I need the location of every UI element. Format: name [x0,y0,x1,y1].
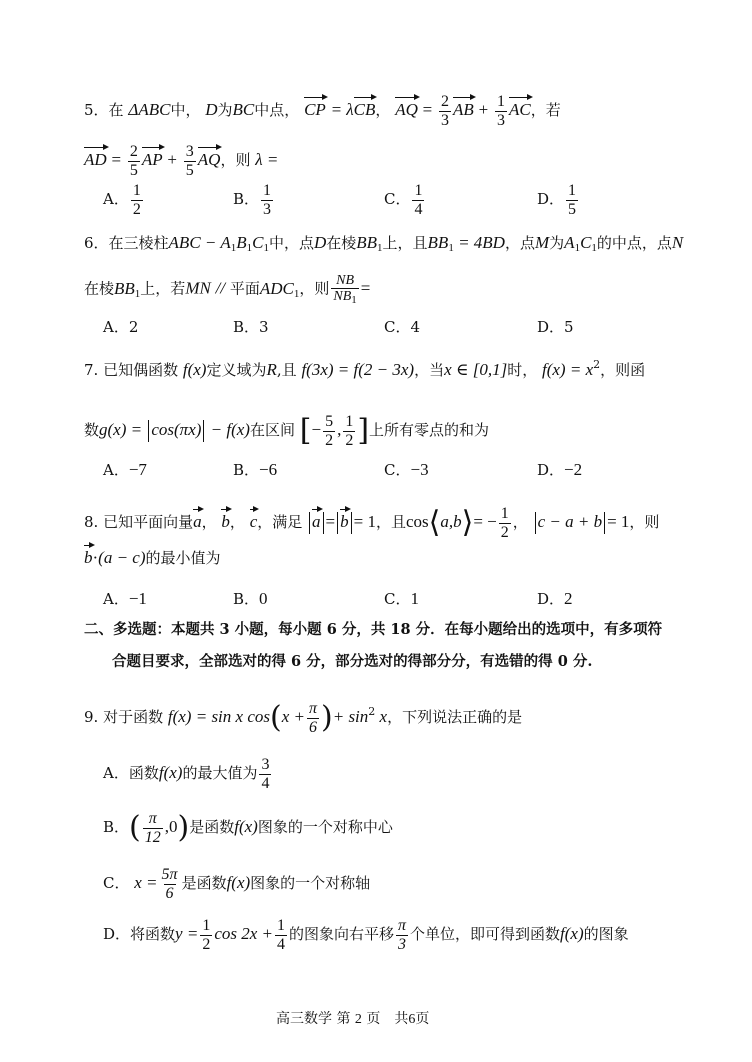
q6-parallel: // [215,278,226,298]
q8-equals-minus: = − [473,512,497,532]
q6-option-b[interactable] [233,320,269,335]
q6-text: 平面 [229,279,260,298]
q5-option-c[interactable] [384,182,426,218]
question-8-line-2 [84,549,221,566]
abs-bar [604,512,605,534]
q9-text: ，下列说法正确的是 [387,708,523,727]
q6-ratio [331,273,358,306]
q7-text: 时， [507,361,538,379]
footer-text: 高三数学 第 [276,1011,351,1027]
q8-text: 的最小值为 [145,549,221,567]
subscript: 1 [230,242,237,254]
q5-vector-ab: AB [453,100,474,120]
left-paren: ( [269,700,282,736]
q6-prism-c: C [252,233,264,252]
numerator: 5π [161,866,178,883]
abs-bar [323,512,324,534]
q9-text: 是函数 [181,874,227,893]
q7-text: ，则函 [600,361,646,379]
q9-pi-12 [143,810,163,846]
q6-option-c[interactable] [384,320,420,335]
denominator: 3 [496,111,505,129]
option-value: −2 [564,460,583,479]
footer-total-pages: 6 [408,1012,416,1027]
q6-point-m: M [534,233,550,252]
q6-text: 在棱 [326,234,357,252]
abs-bar [351,512,352,534]
abs-bar [337,512,338,534]
q9-cos-2x: cos 2x + [214,924,273,944]
denominator: 3 [398,935,407,953]
q7-cos: cos(πx) [151,420,202,440]
q5-option-b[interactable] [233,182,275,218]
question-5-line-2 [84,143,278,179]
option-label: D． [537,590,565,608]
option-value: −1 [128,589,147,608]
q9-y-equals: y = [175,924,199,944]
q8-vector-b: b [221,512,230,532]
question-5-line-1 [84,93,561,129]
footer-page-number: 2 [354,1012,362,1027]
q7-minus: − [311,420,322,440]
q9-text: A．函数 [103,764,159,783]
numerator: 3 [261,756,270,773]
q9-fx: f(x) [560,924,584,944]
q7-r: R [266,360,277,379]
option-value: −6 [259,460,278,479]
q8-comma: ， [229,513,245,532]
question-8-line-1 [84,505,659,541]
denominator: 5 [129,161,138,179]
q8-text: ，满足 [257,513,303,532]
option-value: −7 [128,460,147,479]
q6-adc: ADC [259,278,294,298]
option-value: 2 [564,589,573,608]
q6-text: 中，点 [268,234,314,252]
q7-text: 上所有零点的和为 [369,421,490,440]
q5-text: 中点， [254,101,300,120]
q5-equals: = [422,100,433,120]
q8-vector-pair: a,b [440,512,462,532]
q5-fraction-1-3 [495,93,507,129]
q9-text: 个单位，即可得到函数 [410,925,561,944]
q6-edge-bb1 [356,233,382,252]
right-angle: ⟩ [461,505,474,541]
q8-expression: c − a + b [537,512,603,532]
q5-vector-ac: AC [508,100,531,120]
q7-fx: f(x) [182,360,207,379]
q6-prism-a: ABC − A [168,233,231,252]
denominator: 6 [165,884,174,902]
q6-bb: BB [114,278,135,298]
q6-bb: BB [427,233,449,252]
subscript: 1 [293,287,300,300]
q9-fraction-3-4 [259,756,271,792]
denominator: 4 [261,774,270,792]
denominator: 2 [325,431,334,449]
q8-option-d[interactable] [537,590,573,607]
q8-vector-a: a [193,512,202,532]
numerator: 3 [185,143,194,160]
q9-fx: f(x) [234,817,258,837]
denominator: 2 [500,523,509,541]
option-label: A． [103,461,129,479]
denominator: 4 [277,935,285,953]
q7-g: g(x) = [99,420,147,440]
q6-option-a[interactable] [103,320,138,335]
denominator-text: NB [333,289,352,305]
q6-prism [169,233,269,252]
subscript: 1 [377,242,383,254]
q5-vector-aq: AQ [395,100,418,120]
option-text: B．3 [233,318,269,336]
q5-vector-ad: AD [84,150,107,170]
q7-option-d[interactable] [537,461,582,478]
q5-vector-ap: AP [141,150,163,170]
right-paren: ) [177,810,190,846]
q5-fraction-2-5 [128,143,140,179]
subscript: 1 [134,287,141,300]
q7-option-b[interactable] [233,461,277,478]
option-label: B． [233,590,260,608]
numerator: 1 [132,182,141,199]
q8-fraction-1-2 [499,505,511,541]
q6-bb: BB [356,233,378,252]
question-6-line-1 [84,234,683,254]
q5-fraction-3-5 [184,143,196,179]
q6-text: 在棱 [84,279,115,298]
q7-minus-f: − f(x) [206,420,250,440]
section-2-heading-line-1: 二、多选题：本题共 3 小题，每小题 6 分，共 18 分．在每小题给出的选项中，有多项符 [84,621,663,638]
denominator: 2 [132,200,141,218]
numerator: 1 [500,505,509,522]
question-7-line-2 [84,413,489,449]
option-label: A． [103,190,129,209]
q5-plus: + [167,150,177,170]
numerator: 1 [414,182,423,199]
q6-option-d[interactable] [537,320,574,335]
q7-text: ，当 [414,361,445,379]
q7-text: 在区间 [249,421,295,440]
subscript: 1 [351,294,357,307]
q8-vector-b: b [84,548,93,567]
denominator: 5 [568,200,577,218]
q8-vector-c: c [249,512,258,532]
denominator: 3 [441,111,450,129]
q5-equals: = [111,150,122,170]
q9-text: 是函数 [189,818,235,837]
q8-vector-a: a [312,512,321,532]
q8-equals-one: = 1 [607,512,630,532]
q6-condition [428,233,505,252]
q6-c: C [580,233,592,252]
superscript: 2 [368,705,376,719]
question-6-line-2 [84,273,370,306]
q9-text: 的图象 [583,925,629,944]
denominator: 2 [202,935,211,953]
q7-fraction-5-2 [323,413,335,449]
q7-symmetry: f(3x) = f(2 − 3x) [301,360,415,379]
abs-bar [535,512,536,534]
q6-point-n: N [671,233,684,252]
q8-option-c[interactable] [384,590,419,607]
numerator: 1 [263,182,272,199]
q9-plus-sin: + sin [332,707,369,727]
q9-text: 图象的一个对称轴 [250,874,371,893]
abs-bar [148,420,149,442]
right-bracket: ] [357,413,370,449]
q6-line-mn: MN [185,278,211,298]
subscript: 1 [574,242,581,254]
q8-text: 8. 已知平面向量 [84,513,194,532]
numerator: π [148,810,157,827]
q5-plus: + [478,100,489,120]
q9-option-d[interactable] [103,917,629,953]
q9-comma-zero: ,0 [164,817,178,837]
q9-pi-3 [396,917,408,953]
footer-text: 页 [415,1011,430,1027]
numerator: 5 [325,413,334,430]
q5-vector-aq: AQ [197,150,221,170]
q7-text: ,且 [276,361,297,379]
q5-text: 为 [217,101,233,120]
denominator: 4 [414,200,423,218]
option-label: B． [233,190,260,209]
q8-option-b[interactable] [233,590,268,607]
subscript: 1 [448,242,454,254]
option-text: C．4 [384,318,421,336]
q8-text: ，且 [375,513,406,532]
abs-bar [203,420,204,442]
superscript: 2 [593,358,601,371]
q5-comma: ， [375,101,391,120]
q5-equals-lambda: = λ [330,100,354,120]
q7-definition: f(x) = x [542,360,594,379]
option-label: D． [537,461,565,479]
numerator: 2 [441,93,450,110]
q5-c-value [412,182,424,218]
numerator: NB [336,273,354,288]
q5-vector-cp: CP [304,100,326,120]
q6-text: 的中点，点 [596,234,672,252]
q6-text: 上，若 [140,279,186,298]
q9-text: D．将函数 [103,925,176,944]
q5-option-d[interactable] [537,182,580,218]
left-angle: ⟨ [428,505,441,541]
q6-eq: = 4BD [458,233,505,252]
q7-text: 数 [84,421,100,440]
option-text: D．5 [537,318,574,336]
q8-cos: cos [405,512,429,532]
q8-vector-b: b [340,512,349,532]
q6-text: ，则 [299,279,330,298]
q5-lambda: λ = [255,150,279,170]
q5-triangle: ΔABC [128,100,171,120]
q6-a: A [564,233,575,252]
q6-edge-bb1 [114,279,140,298]
q8-equals: = [325,512,336,532]
q8-option-a[interactable] [103,590,147,607]
question-9-stem [84,700,522,736]
q9-pi-6 [307,700,319,736]
q5-segment-bc: BC [232,100,255,120]
left-bracket: [ [299,413,312,449]
q9-x-equals: x = [134,873,158,893]
q6-plane-adc1 [260,279,300,298]
q8-comma: ， [512,513,528,532]
left-paren: ( [129,810,141,846]
q5-d-value [566,182,578,218]
numerator: 1 [202,917,211,934]
denominator: 2 [345,431,354,449]
q6-text: 上，且 [382,234,428,252]
q9-fraction-1-4 [275,917,287,953]
subscript: 1 [591,242,597,254]
q9-fx: f(x) [226,873,251,893]
q5-text: ，若 [530,101,561,120]
q5-point-d: D [205,100,218,120]
q7-domain: x ∈ [0,1] [444,360,508,379]
option-value: 0 [259,589,268,608]
q9-text: 的最大值为 [182,764,258,783]
denominator: 5 [185,161,194,179]
q6-text: 为 [549,234,565,252]
q9-x: x [375,707,388,727]
numerator: 1 [496,93,505,110]
denominator [331,288,358,306]
q6-prism-b: B [236,233,247,252]
q5-text: 中， [170,101,201,120]
q8-equals-one: = 1 [353,512,376,532]
q8-expression: (a − c) [98,548,146,567]
q7-option-c[interactable] [384,461,429,478]
q6-point-d: D [313,233,327,252]
subscript: 1 [263,242,269,254]
q9-text: 的图象向右平移 [289,925,395,944]
q7-text: 7. 已知偶函数 [84,361,179,379]
page-footer [276,1012,429,1027]
abs-bar [309,512,310,534]
q9-option-b[interactable] [103,810,393,846]
q9-option-c[interactable] [103,866,370,902]
option-label: D． [537,190,565,209]
option-label: B． [233,461,260,479]
option-label: C． [384,590,411,608]
q8-dot: · [92,548,99,567]
q9-function: f(x) = sin x cos [167,707,270,727]
q5-text: 在 [108,101,124,120]
q5-text: ，则 [220,151,251,170]
q7-text: 定义域为 [206,361,267,379]
q5-b-value [261,182,273,218]
q9-text: C． [103,874,130,893]
option-label: C． [384,190,411,209]
q8-text: ，则 [629,513,660,532]
q5-fraction-2-3 [439,93,451,129]
q5-number: 5． [84,101,109,120]
q7-option-a[interactable] [103,461,147,478]
q9-option-a[interactable] [103,756,273,792]
q6-edge-a1c1 [564,233,597,252]
denominator: 3 [263,200,272,218]
subscript: 1 [246,242,253,254]
section-2-heading-line-2: 合题目要求，全部选对的得 6 分，部分选对的得部分分，有选错的得 0 分. [112,653,593,670]
q9-fraction-1-2 [200,917,212,953]
q6-equals: = [360,278,371,298]
q7-comma: , [337,420,342,440]
denominator: 12 [144,828,161,846]
question-7-line-1 [84,359,645,378]
option-value: 1 [410,589,419,608]
option-label: A． [103,590,129,608]
numerator: π [398,917,407,934]
q7-fraction-1-2 [343,413,355,449]
numerator: 2 [129,143,138,160]
q6-text: ，点 [504,234,535,252]
q9-fx: f(x) [158,763,183,783]
q9-text: 图象的一个对称中心 [257,818,393,837]
q5-option-a[interactable] [103,182,145,218]
denominator: 6 [308,718,317,736]
q6-text: 6．在三棱柱 [84,234,169,252]
q9-5pi-6 [160,866,180,902]
numerator: 1 [345,413,354,430]
option-text: A．2 [103,318,139,336]
numerator: 1 [568,182,577,199]
option-label: C． [384,461,411,479]
numerator: π [308,700,317,717]
q9-text: B． [103,818,130,837]
q8-comma: ， [201,513,217,532]
q5-a-value [131,182,143,218]
numerator: 1 [277,917,285,934]
footer-text: 页 共 [366,1011,409,1027]
right-paren: ) [321,700,333,736]
q5-vector-cb: CB [353,100,376,120]
option-value: −3 [410,460,429,479]
q9-text: 9. 对于函数 [84,708,164,727]
q9-x-plus: x + [281,707,305,727]
